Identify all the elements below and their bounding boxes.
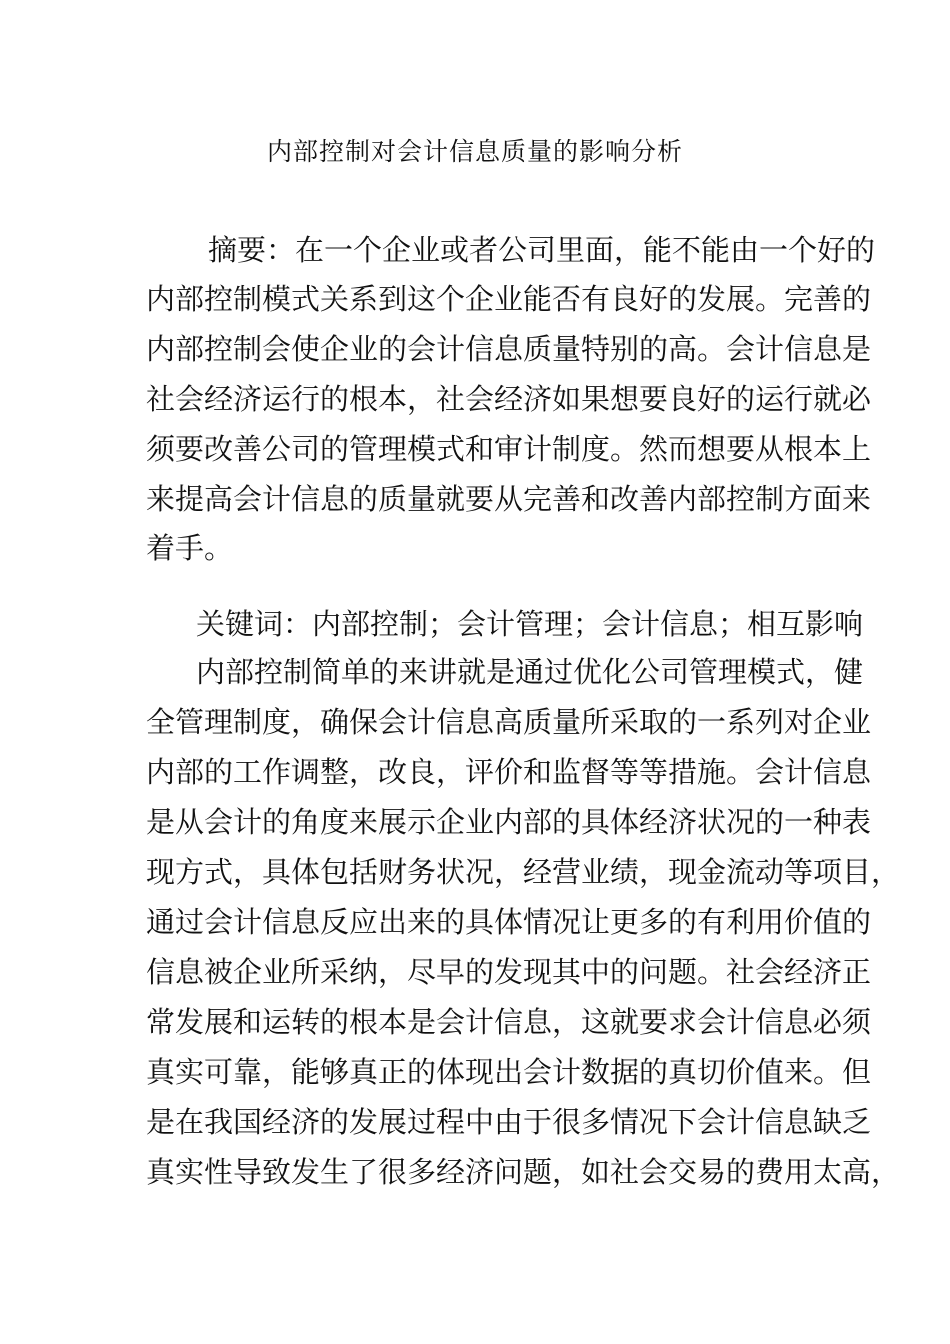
document-title: 内部控制对会计信息质量的影响分析 [266,137,683,166]
body-paragraph-line: 是从会计的角度来展示企业内部的具体经济状况的一种表 [146,805,872,839]
abstract-line: 社会经济运行的根本，社会经济如果想要良好的运行就必 [146,382,872,416]
body-paragraph-line: 信息被企业所采纳，尽早的发现其中的问题。社会经济正 [146,955,872,989]
body-paragraph-line: 现方式，具体包括财务状况，经营业绩，现金流动等项目， [146,855,901,889]
body-paragraph-line: 内部控制简单的来讲就是通过优化公司管理模式，健 [196,655,864,689]
body-paragraph-line: 内部的工作调整，改良，评价和监督等等措施。会计信息 [146,755,872,789]
abstract-line: 内部控制模式关系到这个企业能否有良好的发展。完善的 [146,282,872,316]
body-paragraph-line: 真实可靠，能够真正的体现出会计数据的真切价值来。但 [146,1055,872,1089]
abstract-line: 来提高会计信息的质量就要从完善和改善内部控制方面来 [146,482,872,516]
keywords-line: 关键词：内部控制；会计管理；会计信息；相互影响 [196,607,864,641]
body-paragraph-line: 全管理制度，确保会计信息高质量所采取的一系列对企业 [146,705,872,739]
body-paragraph-line: 常发展和运转的根本是会计信息，这就要求会计信息必须 [146,1005,872,1039]
body-paragraph-line: 是在我国经济的发展过程中由于很多情况下会计信息缺乏 [146,1105,872,1139]
abstract-heading-line: 摘要：在一个企业或者公司里面，能不能由一个好的 [208,233,876,267]
body-paragraph-line: 通过会计信息反应出来的具体情况让更多的有利用价值的 [146,905,872,939]
abstract-line: 着手。 [146,531,234,565]
abstract-line: 须要改善公司的管理模式和审计制度。然而想要从根本上 [146,432,872,466]
abstract-line: 内部控制会使企业的会计信息质量特别的高。会计信息是 [146,332,872,366]
body-paragraph-line: 真实性导致发生了很多经济问题，如社会交易的费用太高， [146,1155,901,1189]
